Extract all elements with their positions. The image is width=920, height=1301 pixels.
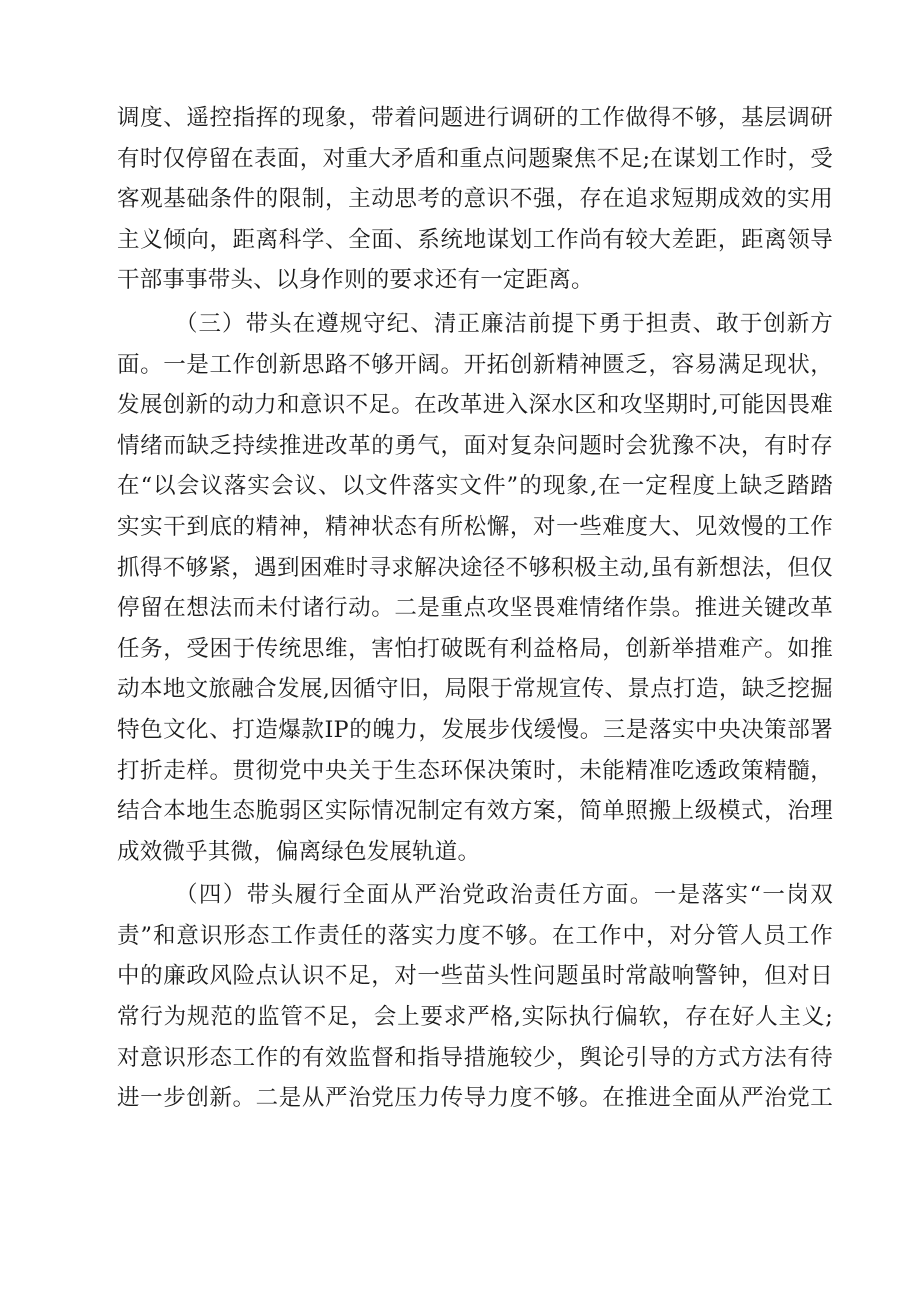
text-line: 进一步创新。二是从严治党压力传导力度不够。在推进全面从严治党工: [117, 1085, 833, 1112]
paragraph: [117, 875, 833, 1119]
text-line: 停留在想法而未付诸行动。二是重点攻坚畏难情绪作祟。推进关键改革: [117, 595, 833, 622]
text-line: 中的廉政风险点认识不足，对一些苗头性问题虽时常敲响警钟，但对日: [117, 963, 833, 990]
text-line: 情绪而缺乏持续推进改革的勇气，面对复杂问题时会犹豫不决，有时存: [117, 432, 833, 459]
text-line: （三）带头在遵规守纪、清正廉洁前提下勇于担责、敢于创新方: [175, 310, 833, 337]
text-line: 在“以会议落实会议、以文件落实文件”的现象,在一定程度上缺乏踏踏: [117, 473, 833, 500]
text-line: 干部事事带头、以身作则的要求还有一定距离。: [117, 267, 594, 294]
text-line: 打折走样。贯彻党中央关于生态环保决策时，未能精准吃透政策精髓，: [117, 757, 833, 784]
text-line: （四）带头履行全面从严治党政治责任方面。一是落实“一岗双: [175, 882, 833, 909]
text-line: 面。一是工作创新思路不够开阔。开拓创新精神匮乏，容易满足现状，: [117, 351, 833, 378]
text-line: 责”和意识形态工作责任的落实力度不够。在工作中，对分管人员工作: [117, 922, 833, 949]
paragraph: [117, 98, 833, 301]
text-line: 成效微乎其微，偏离绿色发展轨道。: [117, 838, 481, 865]
text-line: 结合本地生态脆弱区实际情况制定有效方案，简单照搬上级模式，治理: [117, 798, 833, 825]
text-line: 主义倾向，距离科学、全面、系统地谋划工作尚有较大差距，距离领导: [117, 226, 833, 253]
paragraph: [117, 304, 833, 872]
text-line: 抓得不够紧，遇到困难时寻求解决途径不够积极主动,虽有新想法，但仅: [117, 554, 833, 581]
text-line: 调度、遥控指挥的现象，带着问题进行调研的工作做得不够，基层调研: [117, 105, 833, 131]
text-line: 发展创新的动力和意识不足。在改革进入深水区和攻坚期时,可能因畏难: [117, 392, 833, 419]
text-line: 客观基础条件的限制，主动思考的意识不强，存在追求短期成效的实用: [117, 186, 833, 213]
text-line: 特色文化、打造爆款IP的魄力，发展步伐缓慢。三是落实中央决策部署: [117, 716, 833, 743]
document-body: [117, 98, 833, 1119]
text-line: 实实干到底的精神，精神状态有所松懈，对一些难度大、见效慢的工作: [117, 513, 833, 540]
text-line: 任务，受困于传统思维，害怕打破既有利益格局，创新举措难产。如推: [117, 635, 833, 662]
text-line: 有时仅停留在表面，对重大矛盾和重点问题聚焦不足;在谋划工作时，受: [117, 145, 833, 172]
text-line: 动本地文旅融合发展,因循守旧，局限于常规宣传、景点打造，缺乏挖掘: [117, 676, 833, 703]
text-line: 对意识形态工作的有效监督和指导措施较少，舆论引导的方式方法有待: [117, 1044, 833, 1071]
text-line: 常行为规范的监管不足，会上要求严格,实际执行偏软，存在好人主义;: [117, 1004, 833, 1031]
